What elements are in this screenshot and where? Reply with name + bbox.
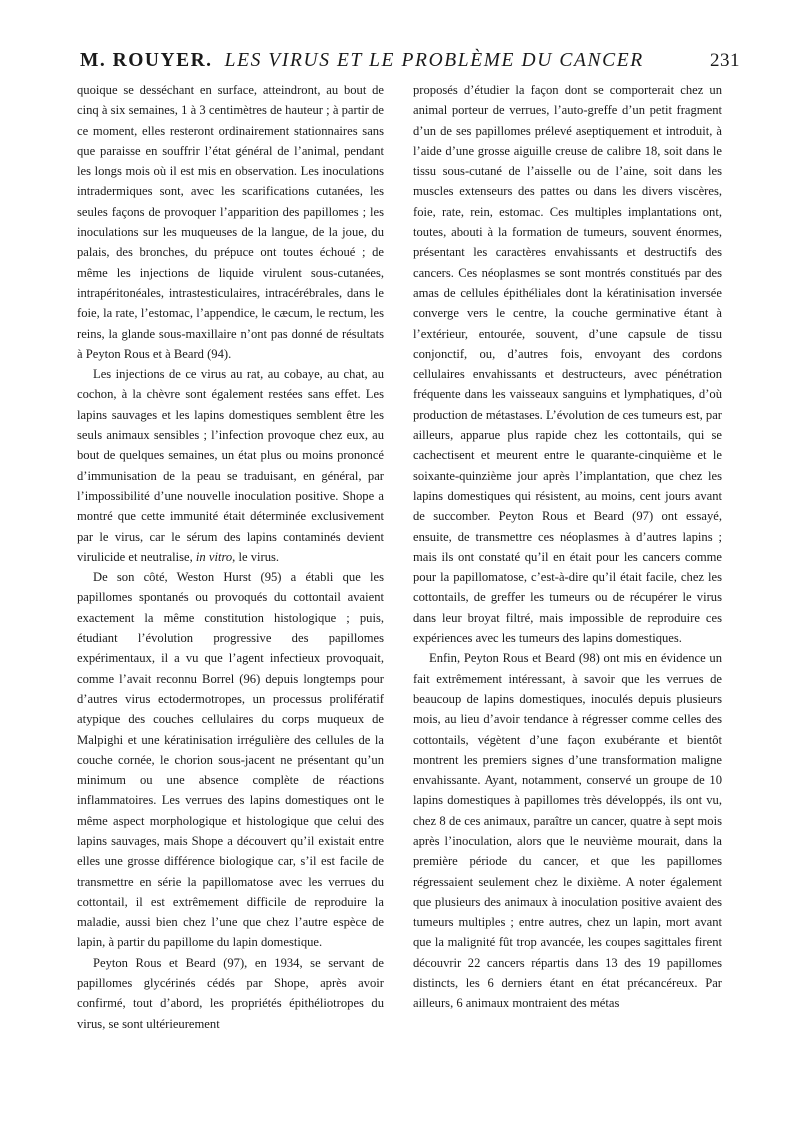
paragraph: Peyton Rous et Beard (97), en 1934, se servant de papillomes glycérinés cédés par Shope, après avoir confirmé, tout d’abord, les propriétés épithéliotropes du virus, se sont ultérieurement bbox=[77, 955, 384, 1031]
running-head-author: M. ROUYER. bbox=[80, 50, 213, 71]
paragraph bbox=[77, 364, 384, 567]
paragraph: Enfin, Peyton Rous et Beard (98) ont mis en évidence un fait extrêmement intéressant, à savoir que les verrues de beaucoup de lapins domestiques, inoculés depuis plusieurs mois, au lieu d’avoir tendance à régresser comme celles des cottontails, végètent d’une façon exubérante et bientôt montrent les premiers signes d’une transformation maligne envahissante. Ayant, notamment, conservé un groupe de 10 lapins domestiques à papillomes très développés, ils ont vu, chez 8 de ces animaux, paraître un cancer, quatre à sept mois après l’inoculation, alors que le neuvième mourait, dans la première période du cancer, et que les papillomes régressaient seulement chez le dixième. A noter également que plusieurs des animaux à inoculation positive avaient des tumeurs multiples ; entre autres, chez un lapin, mort avant que la malignité fût trop avancée, les coupes sagittales firent découvrir 22 cancers répartis dans 13 des 19 papillomes distincts, les 6 derniers étant en état précancéreux. Par ailleurs, 6 animaux montraient des métas bbox=[413, 651, 722, 1011]
running-head bbox=[80, 50, 740, 80]
paragraph-text: Les injections de ce virus au rat, au cobaye, au chat, au cochon, à la chèvre sont également restées sans effet. Les lapins sauvages et les lapins domestiques semblent être les seuls animaux sensibles ; l’infection provoque chez eux, au bout de quelques semaines, un état plus ou moins prononcé d’immunisation de la peau se traduisant, en général, par l’impossibilité d’une nouvelle inoculation positive. Shope a montré que cette immunité était déterminée exclusivement par le virus, car le sérum des lapins contaminés devient virulicide et neutralise, bbox=[77, 367, 384, 564]
paragraph-text: , le virus. bbox=[232, 549, 280, 564]
italic-text: in vitro bbox=[195, 549, 233, 564]
right-column bbox=[413, 80, 722, 1014]
paragraph: proposés d’étudier la façon dont se comporterait chez un animal porteur de verrues, l’auto-greffe d’un petit fragment d’un de ses papillomes prélevé aseptiquement et introduit, à l’aide d’une grosse aiguille creuse de calibre 18, soit dans le tissu sous-cutané de l’aisselle ou de l’aine, soit dans les muscles extenseurs des pattes ou dans les divers viscères, foie, rate, rein, estomac. Ces multiples implantations ont, toutes, abouti à la formation de tumeurs, souvent énormes, présentant les caractères envahissants et destructifs des cancers. Ces néoplasmes se sont montrés constitués par des amas de cellules épithéliales dont la kératinisation inversée converge vers le centre, la couche germinative étant à l’extérieur, entourée, souvent, d’une capsule de tissu conjonctif, ou, d’autres fois, envoyant des cordons cellulaires envahissants et destructeurs, avec pénétration fréquente dans les vaisseaux sanguins et lymphatiques, d’où production de métastases. L’évolution de ces tumeurs est, par ailleurs, apparue plus rapide chez les cottontails, qui se cachectisent et meurent entre le quarante-cinquième et le soixante-quinzième jour après l’implantation, que chez les lapins domestiques qui résistent, au moins, cent jours avant de succomber. Peyton Rous et Beard (97) ont essayé, ensuite, de transmettre ces néoplasmes à d’autres lapins ; mais ils ont constaté qu’il en était pour les cancers comme pour la papillomatose, c’est-à-dire qu’il était facile, chez les cottontails, de greffer les tumeurs ou de récupérer le virus dans leur broyat filtré, mais impossible de reproduire ces expériences avec les tumeurs des lapins domestiques. bbox=[413, 83, 722, 646]
left-column bbox=[77, 80, 384, 1034]
running-head-title: LES VIRUS ET LE PROBLÈME DU CANCER bbox=[224, 50, 644, 71]
paragraph: De son côté, Weston Hurst (95) a établi que les papillomes spontanés ou provoqués du cottontail avaient exactement la même constitution histologique ; puis, étudiant l’évolution progressive des papillomes expérimentaux, il a vu que l’agent infectieux provoquait, comme l’avait reconnu Borrel (96) depuis longtemps pour d’autres virus ectodermotropes, un processus prolifératif atypique des couches cellulaires du corps muqueux de Malpighi et une kératinisation irrégulière des cellules de la couche cornée, le chorion sous-jacent ne présentant qu’un minimum ou une absence complète de réactions inflammatoires. Les verrues des lapins domestiques ont le même aspect morphologique et histologique que celui des lapins sauvages, mais Shope a découvert qu’il existait entre elles une grosse différence biologique car, s’il est facile de transmettre en série la papillomatose avec les verrues du cottontail, il est extrêmement difficile de reproduire la maladie, aussi bien chez l’une que chez l’autre espèce de lapin, à partir du papillome du lapin domestique. bbox=[77, 570, 384, 950]
page-number: 231 bbox=[710, 50, 740, 71]
paragraph: quoique se desséchant en surface, atteindront, au bout de cinq à six semaines, 1 à 3 centimètres de hauteur ; à partir de ce moment, elles resteront ordinairement stationnaires sans que paraisse en souffrir l’état général de l’animal, pendant les longs mois où il est mis en observation. Les inoculations intradermiques sont, avec les scarifications cutanées, les seules façons de provoquer l’apparition des papillomes ; les inoculations sur les muqueuses de la langue, de la joue, du palais, des bronches, du prépuce ont toutes échoué ; de même les injections de liquide virulent sous-cutanées, intrapéritonéales, intrastesticulaires, intracérébrales, dans le foie, la rate, l’estomac, l’appendice, le cæcum, le rectum, les reins, la glande sous-maxillaire n’ont pas donné de résultats à Peyton Rous et à Beard (94). bbox=[77, 83, 384, 361]
